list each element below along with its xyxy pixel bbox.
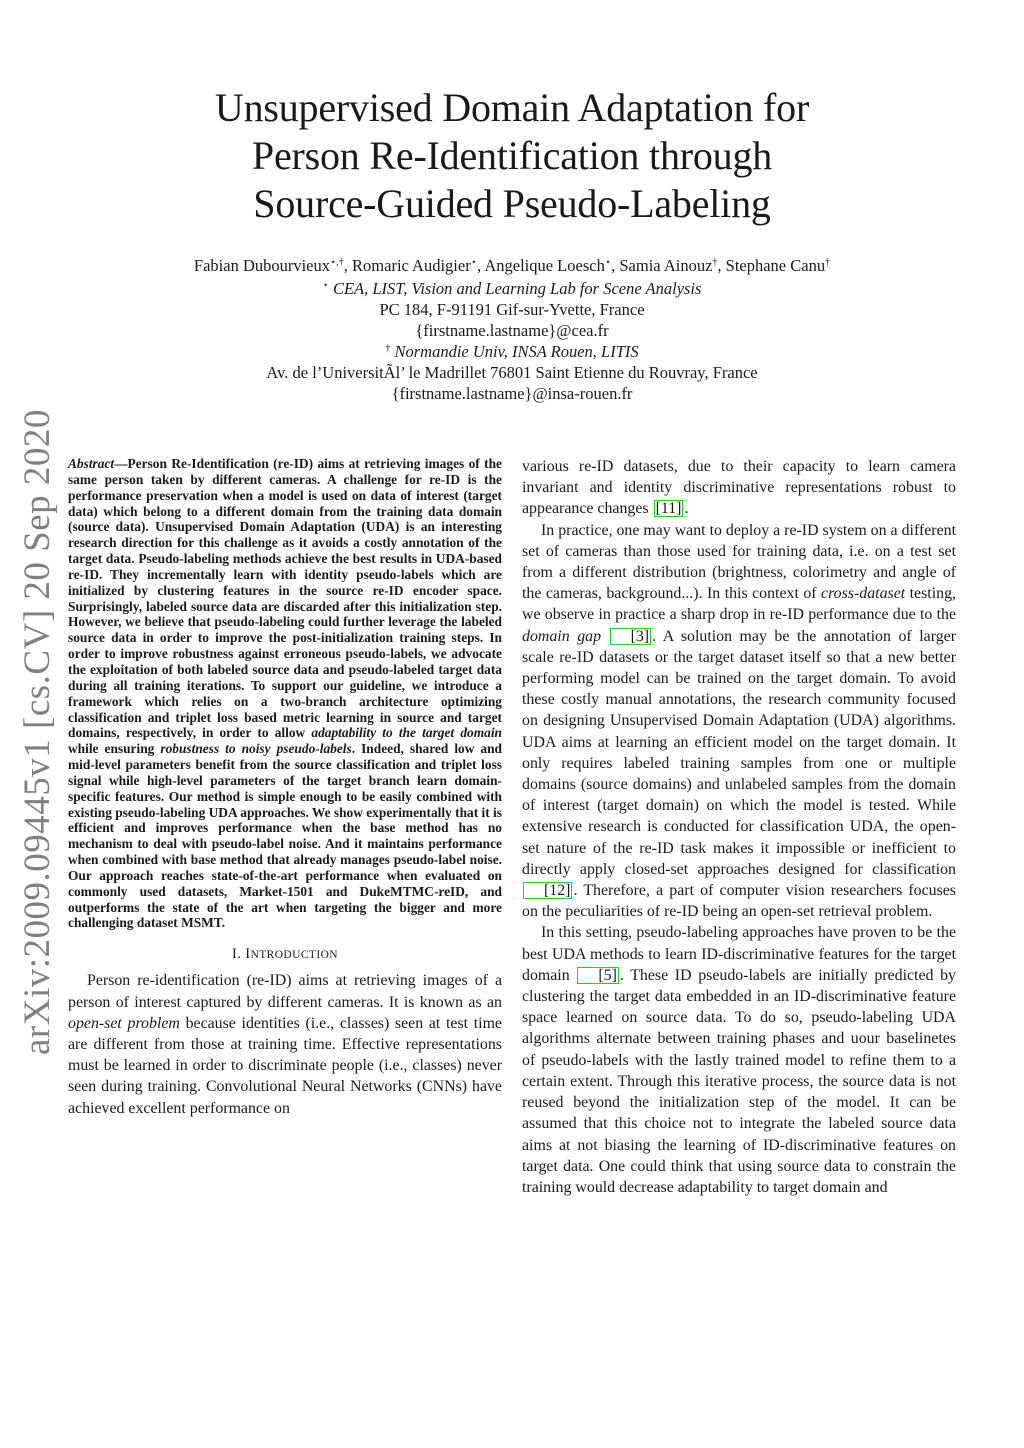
author-name: Samia Ainouz [619,256,713,275]
section-number: I. [232,946,242,963]
title-line-1: Unsupervised Domain Adaptation for [214,85,810,130]
paragraph-emphasis: cross-dataset [821,585,906,603]
abstract-emphasis: robustness to noisy pseudo-labels [160,741,352,757]
affiliation-1-address: PC 184, F-91191 Gif-sur-Yvette, France [379,300,645,319]
abstract-text: —Person Re-Identification (re-ID) aims at retrieving images of the same person taken by different cameras. A challenge for re-ID is the performance preservation when a model is used on data of interest (target data) which belong to a different domain from the training data domain (source data). Unsupervised Domain Adaptation (UDA) is an interesting research direction for this challenge as it avoids a costly annotation of the target data. Pseudo-labeling methods achieve the best results in UDA-based re-ID. They incrementally learn with identity pseudo-labels which are initialized by clustering features in the source re-ID encoder space. Surprisingly, labeled source data are discarded after this initialization step. However, we believe that pseudo-labeling could further leverage the labeled source data in order to improve the post-initialization training steps. In order to improve robustness against erroneous pseudo-labels, we advocate the exploitation of both labeled source data and pseudo-labeled target data during all training iterations. To support our guideline, we introduce a framework which relies on a two-branch architecture optimizing classification and triplet loss based metric learning in source and target domains, respectively, in order to allow [68,456,502,741]
author-list: Fabian Dubourvieux⋆,†, Romaric Audigier⋆, Angelique Loesch⋆, Samia Ainouz†, Stephane Canu† [193,256,831,275]
intro-paragraph [522,922,956,1198]
paragraph-text: various re-ID datasets, due to their capacity to learn camera invariant and identity discriminative representations robust to appearance changes [522,458,956,518]
paragraph-emphasis: domain gap [522,627,602,645]
citation-link[interactable]: [12] [523,882,572,899]
affiliation-1-email: {firstname.lastname}@cea.fr [415,321,609,340]
affiliation-2-address: Av. de l’UniversitÃl’ le Madrillet 76801 Saint Etienne du Rouvray, France [266,363,758,382]
author-marks: † [712,257,718,268]
section-title-initial: I [245,946,251,963]
affiliation-name: CEA, LIST, Vision and Learning Lab for Scene Analysis [332,279,702,298]
author-marks: ⋆,† [330,257,344,268]
abstract-text: while ensuring [68,741,161,757]
citation-link[interactable]: [3] [610,628,652,645]
affiliation-2-email: {firstname.lastname}@insa-rouen.fr [391,384,633,403]
abstract-label: Abstract [68,456,115,471]
affiliation-mark: † [385,343,391,354]
affiliation-mark: ⋆ [322,280,329,291]
paragraph-text: In practice, one may want to deploy a re-ID system on a different set of cameras than those used for training data, i.e. on a test set from a different distribution (brightness, colorimetry and angle of the cameras, background...). In this context of [522,521,956,603]
author-name: Stephane Canu [725,256,826,275]
paragraph-text: . Therefore, a part of computer vision researchers focuses on the peculiarities of re-ID being an open-set retrieval problem. [522,882,956,921]
paragraph-text: . These ID pseudo-labels are initially predicted by clustering the target data embedded in an ID-discriminative feature space learned on source data. To do so, pseudo-labeling UDA algorithms alternate between training phases and uour baselinetes of pseudo-labels with the lastly trained model to refine them to a certain extent. Through this iterative process, the source data is not reused beyond the initialization step of the model. It can be assumed that this choice not to integrate the labeled source data aims at not biasing the learning of ID-discriminative features on target data. One could think that using source data to constrain the training would decrease adaptability to target domain and [522,966,957,1196]
paragraph-text: Person re-identification (re-ID) aims at retrieving images of a person of interest captured by different cameras. It is known as an [68,972,502,1011]
citation-link[interactable]: [5] [577,967,619,984]
author-name: Angelique Loesch [484,256,605,275]
author-name: Romaric Audigier [352,256,471,275]
author-marks: ⋆ [470,257,477,268]
affiliation-name: Normandie Univ, INSA Rouen, LITIS [394,342,639,361]
paragraph-text: . [684,500,689,518]
intro-paragraph [522,456,956,520]
affiliation-1-name [60,278,964,299]
paragraph-emphasis: open-set problem [68,1014,180,1032]
paragraph-text: In this setting, pseudo-labeling approaches have proven to be the best UDA methods to learn ID-discriminative features for the target domain [522,924,956,984]
right-column [522,456,956,1198]
abstract-emphasis: adaptability to the target domain [311,725,502,741]
paragraph-text: because identities (i.e., classes) seen at test time are different from those at training time. Effective representations must be learned in order to discriminate people (i.e., classes) never seen during training. Convolutional Neural Networks (CNNs) have achieved excellent performance on [68,1014,502,1117]
intro-paragraph [68,970,502,1118]
title-line-2: Person Re-Identification through [251,133,773,178]
abstract-text: . Indeed, shared low and mid-level parameters benefit from the source classification and triplet loss signal while high-level parameters of the target branch learn domain-specific features. Our method is simple enough to be easily combined with existing pseudo-labeling UDA approaches. We show experimentally that it is efficient and improves performance when the base method has no mechanism to deal with pseudo-label noise. And it maintains performance when combined with base method that already manages pseudo-label noise. Our approach reaches state-of-the-art performance when evaluated on commonly used datasets, Market-1501 and DukeMTMC-reID, and outperforms the state of the art when targeting the bigger and more challenging dataset MSMT. [68,741,502,931]
paragraph-text [601,628,609,645]
intro-paragraph [522,520,956,923]
arxiv-stamp: arXiv:2009.09445v1 [cs.CV] 20 Sep 2020 [17,409,58,1055]
section-title-rest: NTRODUCTION [250,949,338,962]
author-marks: † [825,257,831,268]
paragraph-text: . A solution may be the annotation of larger scale re-ID datasets or the target dataset itself so that a new better performing model can be trained on the target domain. To avoid these costly manual annotations, the research community focused on designing Unsupervised Domain Adaptation (UDA) algorithms. UDA aims at learning an efficient model on the target domain. It only requires labeled training samples from one or multiple domains (source domains) and unlabeled samples from the domain of interest (target domain) on which the model is tested. While extensive research is conducted for classification UDA, the open-set nature of the re-ID task makes it impossible or inefficient to directly apply closed-set approaches designed for classification [522,627,956,878]
paragraph-text: testing, we observe in practice a sharp drop in re-ID performance due to the [522,585,956,624]
left-column [68,456,502,1119]
title-line-3: Source-Guided Pseudo-Labeling [253,181,771,226]
abstract [68,456,502,931]
author-name: Fabian Dubourvieux [193,256,331,275]
affiliation-2-name [60,341,964,362]
section-heading-introduction [68,946,502,963]
citation-link[interactable]: [11] [655,500,682,518]
author-marks: ⋆ [604,257,612,268]
paper-title [100,84,924,228]
